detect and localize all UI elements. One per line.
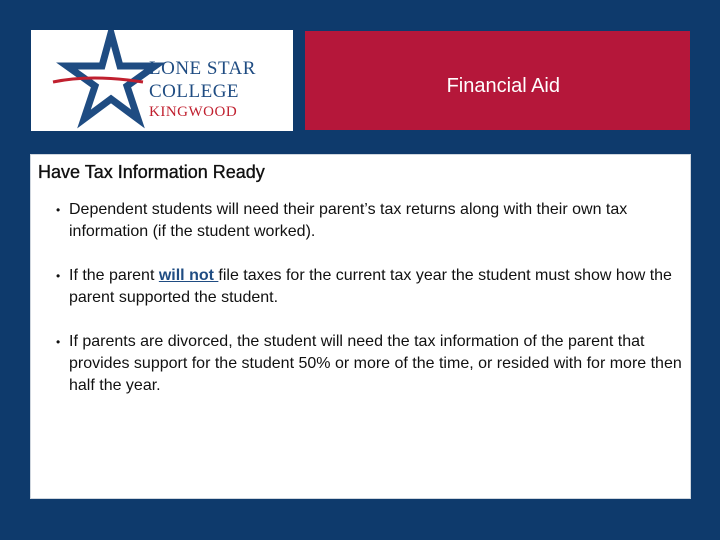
logo-line-3: KINGWOOD: [149, 104, 238, 120]
logo-line-2: COLLEGE: [149, 81, 240, 102]
bullet-text: Dependent students will need their parent’s tax returns along with their own tax information (if the student worked).: [69, 201, 628, 240]
section-heading: Have Tax Information Ready: [38, 162, 265, 182]
bullet-list: [56, 199, 686, 419]
bullet-text-before: If the parent: [69, 267, 159, 284]
bullet-emphasis: will not: [158, 267, 219, 284]
list-item: [56, 265, 686, 309]
content-panel: [30, 154, 691, 499]
bullet-icon: •: [56, 335, 61, 349]
bullet-icon: •: [56, 203, 61, 217]
bullet-icon: •: [56, 269, 61, 283]
list-item: [56, 331, 686, 397]
title-banner: [305, 31, 690, 130]
page-title: Financial Aid: [446, 75, 560, 97]
bullet-text-after: file taxes for the current tax year the student must show how the parent supported the student.: [69, 267, 672, 306]
list-item: [56, 199, 686, 243]
college-logo: [31, 30, 293, 131]
bullet-text: If parents are divorced, the student will need the tax information of the parent that provides support for the student 50% or more of the time, or resided with for more then half the year.: [69, 333, 682, 394]
logo-line-1: LONE STAR: [149, 58, 256, 79]
